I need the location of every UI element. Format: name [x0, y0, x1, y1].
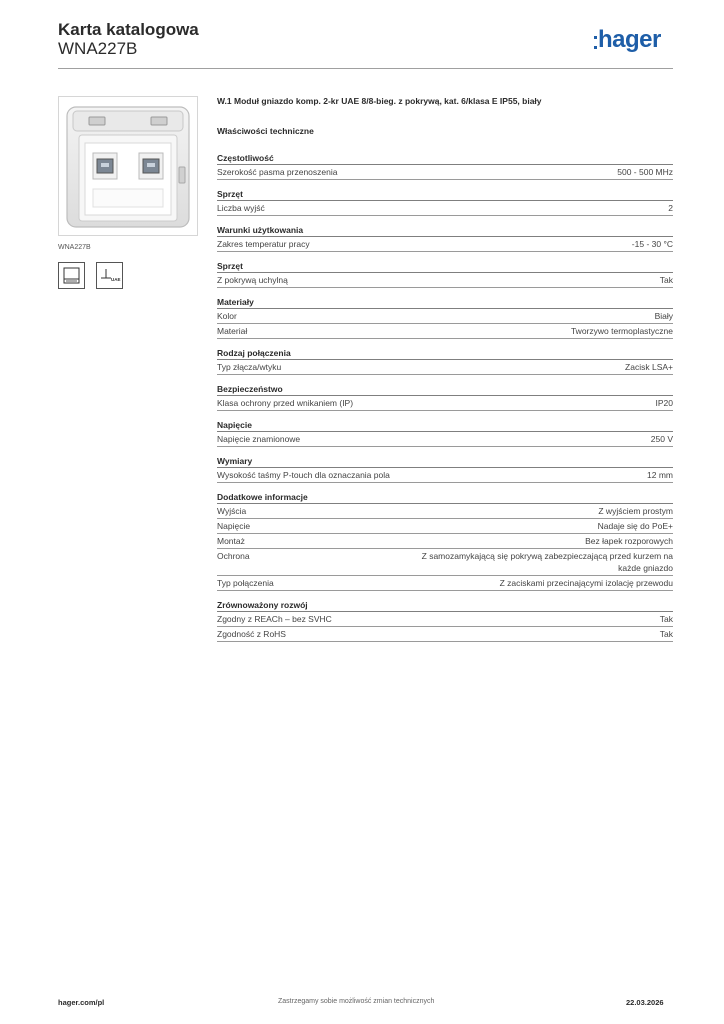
spec-value: 12 mm [647, 470, 673, 480]
spec-label: Ochrona [217, 551, 250, 561]
footer-date: 22.03.2026 [626, 998, 664, 1007]
spec-label: Montaż [217, 536, 245, 546]
spec-label: Klasa ochrony przed wnikaniem (IP) [217, 398, 354, 408]
spec-value: Tak [659, 614, 673, 624]
spec-value: -15 - 30 °C [631, 239, 673, 249]
header-divider [58, 68, 673, 69]
technical-properties-heading: Właściwości techniczne [217, 126, 314, 136]
product-image [58, 96, 198, 236]
spec-section [217, 296, 673, 339]
uae-symbol [96, 262, 123, 289]
spec-label: Zgodny z REACh – bez SVHC [217, 614, 332, 624]
spec-row [217, 627, 673, 642]
spec-row [217, 324, 673, 339]
section-title: Napięcie [217, 419, 673, 432]
spec-value: Zacisk LSA+ [625, 362, 673, 372]
spec-value: IP20 [655, 398, 673, 408]
footer-disclaimer: Zastrzegamy sobie możliwość zmian technicznych [278, 998, 435, 1005]
spec-label: Typ złącza/wtyku [217, 362, 282, 372]
spec-label: Zakres temperatur pracy [217, 239, 310, 249]
image-caption: WNA227B [58, 244, 91, 251]
socket-module-illustration [59, 97, 197, 235]
spec-value: Z wyjściem prostym [598, 506, 673, 516]
spec-value: 250 V [650, 434, 673, 444]
uae-label: UAE [111, 277, 121, 282]
section-title: Częstotliwość [217, 152, 673, 165]
spec-row [217, 534, 673, 549]
section-title: Bezpieczeństwo [217, 383, 673, 396]
section-title: Warunki użytkowania [217, 224, 673, 237]
spec-section [217, 491, 673, 591]
hager-logo [594, 27, 661, 57]
spec-row [217, 309, 673, 324]
section-title: Materiały [217, 296, 673, 309]
logo-dots [594, 36, 597, 49]
spec-label: Szerokość pasma przenoszenia [217, 167, 338, 177]
section-title: Dodatkowe informacje [217, 491, 673, 504]
spec-value: Bez łapek rozporowych [585, 536, 673, 546]
spec-row [217, 519, 673, 534]
spec-section [217, 599, 673, 642]
spec-section [217, 188, 673, 216]
section-title: Sprzęt [217, 188, 673, 201]
logo-wordmark: hager [598, 26, 661, 53]
spec-row [217, 273, 673, 288]
spec-label: Napięcie [217, 521, 251, 531]
product-code: WNA227B [58, 39, 138, 58]
spec-section [217, 224, 673, 252]
spec-value: Tworzywo termoplastyczne [570, 326, 673, 336]
spec-label: Wyjścia [217, 506, 247, 516]
spec-section [217, 419, 673, 447]
spec-value: Z samozamykającą się pokrywą zabezpieczającą przed kurzem na każde gniazdo [421, 551, 673, 573]
spec-row [217, 360, 673, 375]
spec-section [217, 347, 673, 375]
spec-label: Materiał [217, 326, 248, 336]
spec-value: Tak [659, 275, 673, 285]
spec-section [217, 455, 673, 483]
spec-row [217, 612, 673, 627]
spec-label: Wysokość taśmy P-touch dla oznaczania pola [217, 470, 390, 480]
spec-content [217, 95, 673, 650]
section-title: Sprzęt [217, 260, 673, 273]
spec-section [217, 383, 673, 411]
section-title: Zrównoważony rozwój [217, 599, 673, 612]
document-title: Karta katalogowa [58, 20, 199, 39]
spec-label: Napięcie znamionowe [217, 434, 301, 444]
spec-value: 500 - 500 MHz [617, 167, 673, 177]
spec-sections [217, 152, 673, 642]
spec-row [217, 468, 673, 483]
section-title: Rodzaj połączenia [217, 347, 673, 360]
uae-connector-icon [97, 263, 122, 288]
spec-value: Tak [659, 629, 673, 639]
spec-row [217, 549, 673, 576]
spec-row [217, 432, 673, 447]
spec-value: Nadaje się do PoE+ [597, 521, 673, 531]
spec-value: 2 [668, 203, 673, 213]
spec-row [217, 201, 673, 216]
spec-row [217, 237, 673, 252]
footer-website: hager.com/pl [58, 998, 105, 1007]
spec-row [217, 504, 673, 519]
spec-label: Zgodność z RoHS [217, 629, 286, 639]
product-description: W.1 Moduł gniazdo komp. 2-kr UAE 8/8-bieg. z pokrywą, kat. 6/klasa E IP55, biały [217, 96, 542, 106]
spec-label: Typ połączenia [217, 578, 274, 588]
section-title: Wymiary [217, 455, 673, 468]
spec-section [217, 260, 673, 288]
spec-value: Z zaciskami przecinającymi izolację przewodu [499, 578, 673, 588]
flush-mount-icon [59, 263, 84, 288]
spec-row [217, 576, 673, 591]
spec-row [217, 165, 673, 180]
spec-row [217, 396, 673, 411]
spec-label: Kolor [217, 311, 237, 321]
spec-label: Liczba wyjść [217, 203, 265, 213]
spec-label: Z pokrywą uchylną [217, 275, 288, 285]
spec-value: Biały [654, 311, 673, 321]
flush-mount-symbol [58, 262, 85, 289]
spec-section [217, 152, 673, 180]
